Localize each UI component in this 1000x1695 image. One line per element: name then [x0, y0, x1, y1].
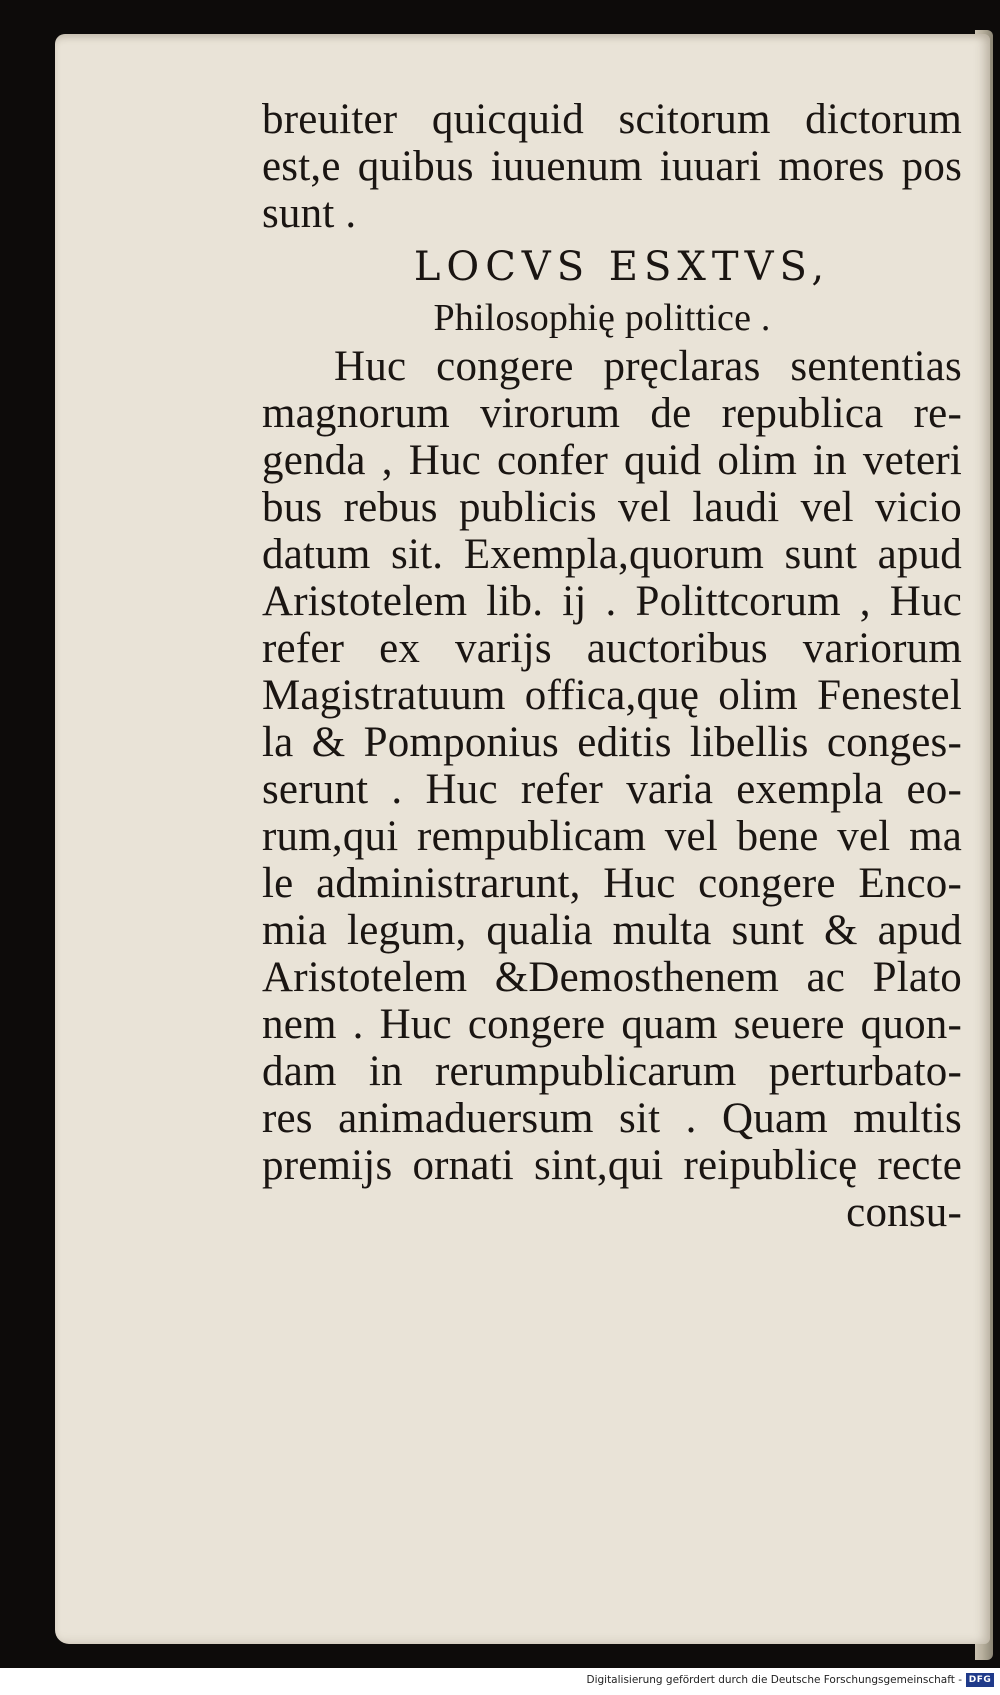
section-subheading: Philosophię polittice .: [433, 297, 771, 339]
text-line: serunt . Huc refer varia exempla eo-: [262, 766, 962, 813]
footer-credit: Digitalisierung gefördert durch die Deutsche Forschungsgemeinschaft -: [586, 1674, 962, 1686]
text-line: la & Pomponius editis libellis conges-: [262, 719, 962, 766]
text-line: datum sit. Exempla,quorum sunt apud: [262, 531, 962, 578]
text-line: magnorum virorum de republica re-: [262, 390, 962, 437]
text-line: premijs ornati sint,qui reipublicę recte: [262, 1142, 962, 1189]
text-line: genda , Huc confer quid olim in veteri: [262, 437, 962, 484]
text-line: Aristotelem lib. ij . Polittcorum , Huc: [262, 578, 962, 625]
text-line: nem . Huc congere quam seuere quon-: [262, 1001, 962, 1048]
text-line: Huc congere pręclaras sententias: [334, 343, 962, 390]
footer-bar: [0, 1668, 1000, 1695]
catchword: consu-: [846, 1189, 962, 1236]
text-line: dam in rerumpublicarum perturbato-: [262, 1048, 962, 1095]
dfg-logo-icon: DFG: [966, 1673, 994, 1687]
page-text: [262, 96, 962, 1236]
text-line: Aristotelem &Demosthenem ac Plato: [262, 954, 962, 1001]
text-line: est,e quibus iuuenum iuuari mores pos: [262, 143, 962, 190]
text-line: rum,qui rempublicam vel bene vel ma: [262, 813, 962, 860]
text-line: bus rebus publicis vel laudi vel vicio: [262, 484, 962, 531]
text-line: le administrarunt, Huc congere Enco-: [262, 860, 962, 907]
text-line: sunt .: [262, 190, 357, 237]
text-line: Magistratuum offica,quę olim Fenestel: [262, 672, 962, 719]
text-line: res animaduersum sit . Quam multis: [262, 1095, 962, 1142]
section-heading: LOCVS ESXTVS,: [413, 244, 831, 290]
text-line: refer ex varijs auctoribus variorum: [262, 625, 962, 672]
text-line: mia legum, qualia multa sunt & apud: [262, 907, 962, 954]
text-line: breuiter quicquid scitorum dictorum: [262, 96, 962, 143]
